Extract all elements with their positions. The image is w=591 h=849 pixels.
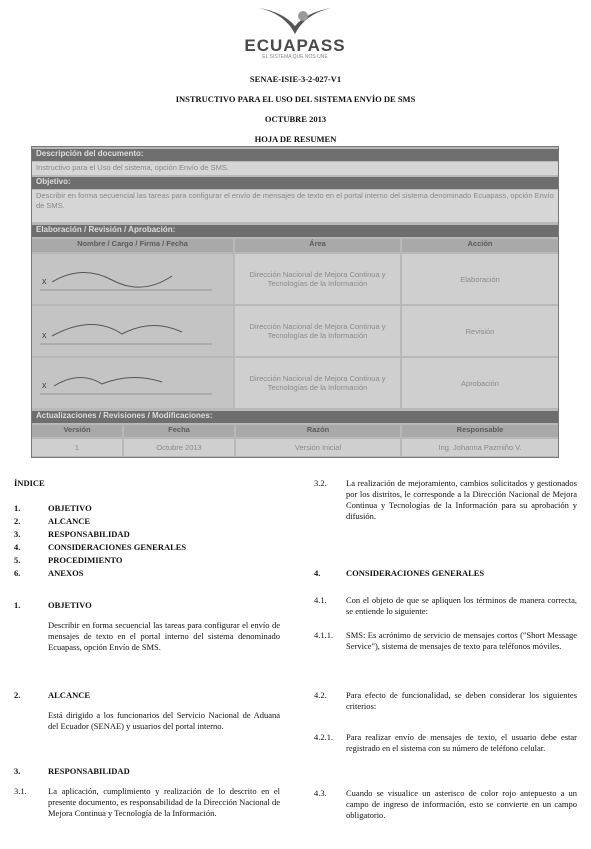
section-4-2-text: Para efecto de funcionalidad, se deben considerar los siguientes criterios: [346, 690, 577, 711]
document-date: OCTUBRE 2013 [264, 114, 327, 124]
svg-text:x: x [42, 380, 47, 390]
section-2-text: Está dirigido a los funcionarios del Servicio Nacional de Aduana del Ecuador (SENAE) y usuarios del portal interno. [48, 710, 280, 731]
accion-3: Aprobación [402, 358, 558, 408]
section-4-2-1-text: Para realizar envío de mensajes de texto, el usuario debe estar registrado en el sistema con su número de teléfono celular. [346, 732, 577, 753]
index-item-responsabilidad[interactable]: RESPONSABILIDAD [48, 529, 130, 539]
section-3-title: RESPONSABILIDAD [48, 766, 130, 776]
section-2-title: ALCANCE [48, 690, 91, 700]
svg-text:x: x [42, 276, 47, 286]
section-3-2-number: 3.2. [314, 478, 327, 488]
document-title: INSTRUCTIVO PARA EL USO DEL SISTEMA ENVÍO DE SMS [175, 94, 416, 104]
section-4-1-text: Con el objeto de que se apliquen los términos de manera correcta, se entiende lo siguiente: [346, 595, 577, 616]
col-name-header: Nombre / Cargo / Firma / Fecha [32, 239, 233, 252]
signature-1-scribble [32, 254, 233, 304]
ecuapass-logo [230, 4, 360, 68]
section-3-1-text: La aplicación, cumplimiento y realización de lo descrito en el presente documento, es responsabilidad de la Dirección Nacional de Mejora Continua y Tecnología de la Información. [48, 786, 281, 818]
update-responsable: Ing. Johanna Pazmiño V. [402, 439, 558, 456]
col-accion-header: Acción [402, 239, 558, 252]
index-item-objetivo[interactable]: OBJETIVO [48, 503, 92, 513]
section-4-1-1-number: 4.1.1. [314, 630, 334, 640]
index-item-alcance[interactable]: ALCANCE [48, 516, 91, 526]
index-item-consideraciones[interactable]: CONSIDERACIONES GENERALES [48, 542, 187, 552]
objective-bar: Objetivo: [32, 177, 558, 189]
index-item-number: 4. [14, 542, 21, 552]
document-code: SENAE-ISIE-3-2-027-V1 [249, 74, 342, 84]
index-item-number: 1. [14, 503, 21, 513]
signature-2-scribble [32, 306, 233, 356]
col-razon-header: Razón [236, 425, 400, 437]
col-fecha-header: Fecha [124, 425, 234, 437]
signature-1 [32, 254, 233, 304]
area-2: Dirección Nacional de Mejora Continua y Tecnologías de la Información [235, 306, 400, 356]
description-text: Instructivo para el Uso del sistema, opción Envío de SMS. [32, 162, 558, 175]
section-4-title: CONSIDERACIONES GENERALES [346, 568, 485, 578]
index-item-procedimiento[interactable]: PROCEDIMIENTO [48, 555, 123, 565]
section-4-3-text: Cuando se visualice un asterisco de color rojo antepuesto a un campo de ingreso de información, esto se convierte en un campo obligatorio. [346, 788, 577, 820]
logo-wordmark: ECUAPASS [244, 36, 346, 55]
section-4-1-1-text: SMS: Es acrónimo de servicio de mensajes cortos ("Short Message Service"), sistema de mensajes de texto para teléfonos móviles. [346, 630, 577, 651]
logo-tagline: EL SISTEMA QUE NOS UNE [262, 54, 328, 60]
accion-1: Elaboración [402, 254, 558, 304]
update-fecha: Octubre 2013 [124, 439, 234, 456]
accion-2: Revisión [402, 306, 558, 356]
col-responsable-header: Responsable [402, 425, 558, 437]
col-version-header: Versión [32, 425, 122, 437]
section-1-title: OBJETIVO [48, 600, 92, 610]
signature-3 [32, 358, 233, 408]
updates-bar: Actualizaciones / Revisiones / Modificaciones: [32, 411, 558, 423]
summary-heading: HOJA DE RESUMEN [254, 134, 337, 144]
index-title: ÍNDICE [14, 478, 45, 488]
section-1-text: Describir en forma secuencial las tareas para configurar el envío de mensajes de texto en el portal interno del sistema denominado Ecuapass, opción Envío de SMS. [48, 620, 280, 652]
objective-text: Describir en forma secuencial las tareas para configurar el envío de mensajes de texto en el portal interno del sistema denominado Ecuapass, opción Envío de SMS. [32, 190, 558, 222]
update-version: 1 [32, 439, 122, 456]
index-item-number: 2. [14, 516, 21, 526]
section-4-number: 4. [314, 568, 321, 578]
section-1-number: 1. [14, 600, 21, 610]
summary-table [31, 146, 559, 458]
section-4-2-1-number: 4.2.1. [314, 732, 334, 742]
update-razon: Versión Inicial [236, 439, 400, 456]
area-3: Dirección Nacional de Mejora Continua y Tecnologías de la Información [235, 358, 400, 408]
section-3-1-number: 3.1. [14, 786, 27, 796]
col-area-header: Área [235, 239, 400, 252]
area-1: Dirección Nacional de Mejora Continua y Tecnologías de la Información [235, 254, 400, 304]
section-3-number: 3. [14, 766, 21, 776]
section-2-number: 2. [14, 690, 21, 700]
section-4-1-number: 4.1. [314, 595, 327, 605]
svg-text:x: x [42, 330, 47, 340]
description-bar: Descripción del documento: [32, 149, 558, 161]
section-4-3-number: 4.3. [314, 788, 327, 798]
index-item-number: 6. [14, 568, 21, 578]
logo-wings-icon [255, 4, 335, 38]
section-4-2-number: 4.2. [314, 690, 327, 700]
section-3-2-text: La realización de mejoramiento, cambios solicitados y gestionados por los distritos, le corresponde a la Dirección Nacional de Mejora Continua y Tecnologías de la Información para su aprobación y difusión. [346, 478, 577, 521]
signature-2 [32, 306, 233, 356]
index-item-number: 5. [14, 555, 21, 565]
signature-3-scribble [32, 358, 233, 408]
index-item-anexos[interactable]: ANEXOS [48, 568, 84, 578]
index-item-number: 3. [14, 529, 21, 539]
elaboration-bar: Elaboración / Revisión / Aprobación: [32, 225, 558, 237]
